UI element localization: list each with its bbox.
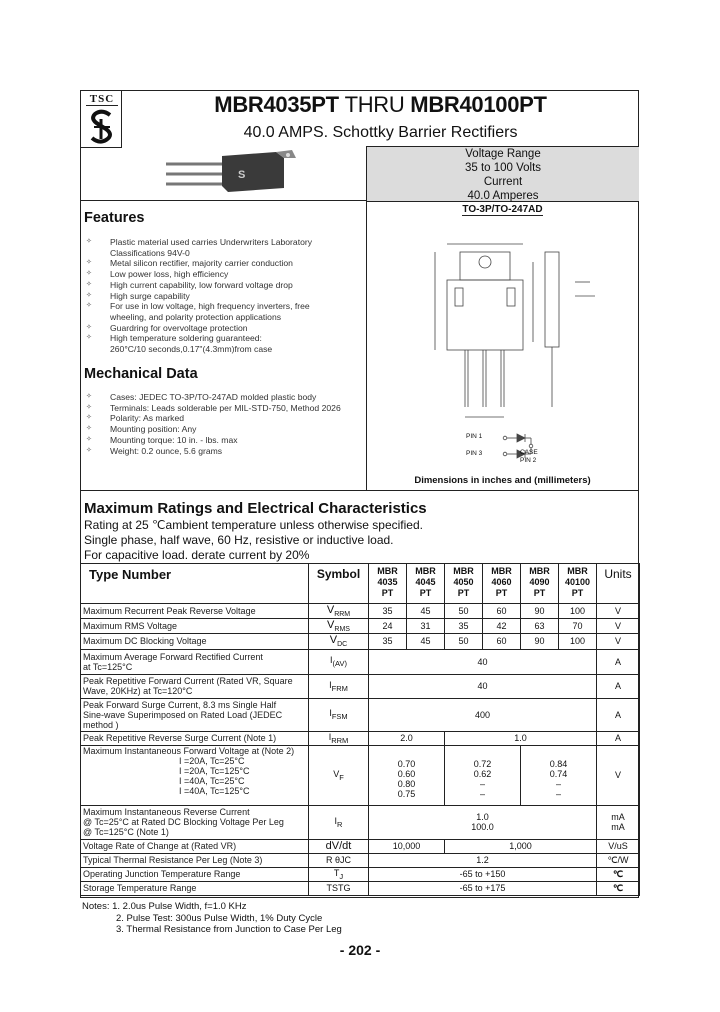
table-row xyxy=(81,619,640,634)
model-name-part: PT xyxy=(571,588,584,598)
param-text: Sine-wave Superimposed on Rated Load (JEDEC xyxy=(83,709,283,720)
symbol-cell: dV/dt xyxy=(309,839,369,853)
model-name-part: MBR xyxy=(415,566,436,576)
symbol-cell xyxy=(309,634,369,649)
param-cell: Storage Temperature Range xyxy=(81,881,309,895)
ratings-heading: Maximum Ratings and Electrical Characteristics xyxy=(84,500,427,517)
table-row xyxy=(81,881,640,895)
value-cell: 60 xyxy=(483,634,521,649)
model-name-part: 4050 xyxy=(453,577,474,587)
feature-text: ✧ Low power loss, high efficiency xyxy=(110,269,229,280)
feature-text: Classifications 94V-0 xyxy=(110,247,190,258)
value-cell: 10,000 xyxy=(369,839,445,853)
model-name-part: PT xyxy=(457,588,470,598)
model-name-part: PT xyxy=(533,588,546,598)
type-number-header: Type Number xyxy=(81,564,309,604)
unit-cell: ℃/W xyxy=(597,853,640,867)
title-part2: MBR40100PT xyxy=(410,92,547,117)
unit-cell: V/uS xyxy=(597,839,640,853)
value-cell: 35 xyxy=(369,604,407,619)
value-text: 0.74 xyxy=(549,769,568,780)
model-name-part: MBR xyxy=(567,566,588,576)
unit-text: mA xyxy=(611,822,625,833)
symbol-text: I xyxy=(328,731,332,742)
model-header xyxy=(559,564,597,604)
value-cell: 50 xyxy=(445,634,483,649)
feature-item xyxy=(86,280,366,291)
value-cell: -65 to +150 xyxy=(369,867,597,881)
symbol-sub: (AV) xyxy=(332,658,347,668)
value-cell: 90 xyxy=(521,634,559,649)
param-cell xyxy=(81,649,309,674)
model-name-part: MBR xyxy=(453,566,474,576)
feature-item xyxy=(86,258,366,269)
case-label: CASE xyxy=(520,449,538,456)
feature-item xyxy=(86,291,366,302)
symbol-sub: FSM xyxy=(331,711,348,721)
value-text: 0.60 xyxy=(397,769,416,780)
symbol-text: I xyxy=(330,655,333,666)
model-name-part: 4035 xyxy=(377,577,398,587)
note-3: 3. Thermal Resistance from Junction to Case Per Leg xyxy=(116,924,342,935)
param-text: @ Tc=125°C (Note 1) xyxy=(83,827,169,838)
symbol-sub: FRM xyxy=(331,683,348,693)
condition-text: I =20A, Tc=125°C xyxy=(179,765,250,776)
param-text: Maximum Instantaneous Forward Voltage at (Note 2) xyxy=(83,745,295,756)
param-text: Peak Forward Surge Current, 8.3 ms Single Half xyxy=(83,699,277,710)
value-cell: 1,000 xyxy=(445,839,597,853)
value-cell: 90 xyxy=(521,604,559,619)
table-row xyxy=(81,698,640,731)
symbol-text: I xyxy=(334,815,338,826)
value-cell: 35 xyxy=(445,619,483,634)
unit-cell: V xyxy=(597,604,640,619)
param-cell xyxy=(81,698,309,731)
symbol-text: V xyxy=(329,634,338,647)
param-text: method ) xyxy=(83,719,119,730)
model-name-part: 40100 xyxy=(564,577,591,587)
feature-text: wheeling, and polarity protection applications xyxy=(110,311,282,322)
feature-item xyxy=(86,333,366,354)
value-text: 0.75 xyxy=(397,789,416,800)
model-name-part: PT xyxy=(419,588,432,598)
table-header-row xyxy=(81,564,640,604)
value-text: 0.62 xyxy=(473,769,492,780)
model-name-part: 4045 xyxy=(415,577,436,587)
mechanical-item: ✧ Polarity: As marked xyxy=(86,413,366,424)
ratings-line2: Single phase, half wave, 60 Hz, resistive or inductive load. xyxy=(84,533,394,547)
value-cell: 2.0 xyxy=(369,731,445,745)
mechanical-item: ✧ Mounting position: Any xyxy=(86,424,366,435)
table-row xyxy=(81,604,640,619)
symbol-cell: R θJC xyxy=(309,853,369,867)
symbol-text: I xyxy=(329,708,332,719)
symbol-sub: RRM xyxy=(334,611,351,619)
unit-cell: A xyxy=(597,731,640,745)
feature-item xyxy=(86,301,366,322)
value-cell: 400 xyxy=(369,698,597,731)
symbol-cell xyxy=(309,745,369,805)
note-2: 2. Pulse Test: 300us Pulse Width, 1% Duty Cycle xyxy=(116,912,323,924)
value-cell: 40 xyxy=(369,674,597,698)
vf-col-c xyxy=(521,745,597,805)
symbol-cell xyxy=(309,867,369,881)
value-cell: 60 xyxy=(483,604,521,619)
symbol-cell xyxy=(309,619,369,634)
model-header xyxy=(369,564,407,604)
symbol-sub: R xyxy=(337,819,343,829)
param-text: at Tc=125°C xyxy=(83,661,133,672)
unit-cell xyxy=(597,805,640,839)
condition-text: I =20A, Tc=25°C xyxy=(179,755,245,766)
ratings-table xyxy=(80,563,640,896)
symbol-cell xyxy=(309,805,369,839)
symbol-cell xyxy=(309,674,369,698)
symbol-header: Symbol xyxy=(309,564,369,604)
param-cell: Maximum DC Blocking Voltage xyxy=(81,634,309,649)
param-cell: Maximum Recurrent Peak Reverse Voltage xyxy=(81,604,309,619)
symbol-cell xyxy=(309,649,369,674)
table-row xyxy=(81,649,640,674)
value-text: 0.80 xyxy=(397,779,416,790)
symbol-sub: J xyxy=(339,871,344,881)
model-header xyxy=(445,564,483,604)
unit-cell: V xyxy=(597,634,640,649)
spec-current-value: 40.0 Amperes xyxy=(467,190,539,202)
vf-col-b xyxy=(445,745,521,805)
value-text: 1.0 xyxy=(476,812,489,823)
symbol-sub: RRM xyxy=(331,735,349,745)
package-dimension-drawing xyxy=(405,222,615,472)
package-title-text: TO-3P/TO-247AD xyxy=(462,204,543,215)
note-1: Notes: 1. 2.0us Pulse Width, f=1.0 KHz xyxy=(82,901,247,912)
spec-voltage-label: Voltage Range xyxy=(465,148,541,160)
table-row xyxy=(81,634,640,649)
feature-item xyxy=(86,237,366,258)
unit-cell: A xyxy=(597,698,640,731)
value-text: – xyxy=(555,789,561,800)
page-subtitle: 40.0 AMPS. Schottky Barrier Rectifiers xyxy=(243,124,518,141)
param-cell xyxy=(81,745,309,805)
page-number: - 202 - xyxy=(339,942,381,958)
value-cell: 100 xyxy=(559,604,597,619)
symbol-cell xyxy=(309,604,369,619)
vf-col-a xyxy=(369,745,445,805)
feature-text: ✧ For use in low voltage, high frequency inverters, free xyxy=(110,301,310,312)
dimensions-caption: Dimensions in inches and (millimeters) xyxy=(414,475,591,486)
title-thru: THRU xyxy=(344,92,405,117)
unit-cell: ℃ xyxy=(597,881,640,895)
model-name-part: MBR xyxy=(529,566,550,576)
spec-current-label: Current xyxy=(483,176,523,188)
mechanical-item: ✧ Cases: JEDEC TO-3P/TO-247AD molded plastic body xyxy=(86,392,366,403)
features-list xyxy=(86,237,366,355)
unit-cell: A xyxy=(597,674,640,698)
symbol-cell: TSTG xyxy=(309,881,369,895)
symbol-text: I xyxy=(329,679,332,690)
symbol-cell xyxy=(309,698,369,731)
value-cell: 1.2 xyxy=(369,853,597,867)
param-cell: Maximum RMS Voltage xyxy=(81,619,309,634)
symbol-sub: F xyxy=(339,772,344,782)
svg-text:S: S xyxy=(238,169,246,181)
symbol-text: T xyxy=(333,867,340,878)
value-cell: 35 xyxy=(369,634,407,649)
spec-voltage-value: 35 to 100 Volts xyxy=(464,162,542,174)
param-text: @ Tc=25°C at Rated DC Blocking Voltage Per Leg xyxy=(83,817,284,828)
param-text: Maximum Average Forward Rectified Current xyxy=(83,651,263,662)
param-cell xyxy=(81,805,309,839)
value-cell: 63 xyxy=(521,619,559,634)
value-cell xyxy=(369,805,597,839)
value-cell: 31 xyxy=(407,619,445,634)
pin1-label: PIN 1 xyxy=(466,433,483,440)
spec-box xyxy=(366,146,639,202)
value-text: – xyxy=(479,789,485,800)
unit-text: mA xyxy=(611,812,625,823)
pin3-label: PIN 3 xyxy=(466,450,483,457)
value-text: – xyxy=(555,779,561,790)
param-cell: Voltage Rate of Change at (Rated VR) xyxy=(81,839,309,853)
symbol-cell xyxy=(309,731,369,745)
table-row xyxy=(81,853,640,867)
table-row xyxy=(81,867,640,881)
param-cell: Peak Repetitive Reverse Surge Current (Note 1) xyxy=(81,731,309,745)
feature-text: ✧ Guardring for overvoltage protection xyxy=(110,322,248,333)
value-cell: 100 xyxy=(559,634,597,649)
table-row xyxy=(81,745,640,805)
param-cell: Operating Junction Temperature Range xyxy=(81,867,309,881)
symbol-text: V xyxy=(327,619,335,632)
component-image xyxy=(160,150,300,195)
model-header xyxy=(483,564,521,604)
model-name-part: MBR xyxy=(491,566,512,576)
mechanical-list xyxy=(86,392,366,456)
value-cell: 45 xyxy=(407,604,445,619)
section-divider xyxy=(80,490,639,491)
model-name-part: MBR xyxy=(377,566,398,576)
pin2-label: PIN 2 xyxy=(520,457,537,464)
units-header: Units xyxy=(597,564,640,604)
table-row xyxy=(81,805,640,839)
ratings-line1: Rating at 25 ℃ambient temperature unless otherwise specified. xyxy=(84,518,423,532)
feature-text: ✧ High temperature soldering guaranteed: xyxy=(110,333,262,344)
feature-item xyxy=(86,269,366,280)
model-name-part: PT xyxy=(495,588,508,598)
value-text: 0.72 xyxy=(473,759,492,770)
value-cell: -65 to +175 xyxy=(369,881,597,895)
vf-conditions xyxy=(83,756,306,796)
unit-cell: V xyxy=(597,619,640,634)
title-part1: MBR4035PT xyxy=(214,92,339,117)
page-title xyxy=(122,92,639,118)
model-name-part: 4090 xyxy=(529,577,550,587)
value-cell: 70 xyxy=(559,619,597,634)
value-text: 0.70 xyxy=(397,759,416,770)
features-heading: Features xyxy=(84,210,145,226)
feature-text: 260°C/10 seconds,0.17"(4.3mm)from case xyxy=(110,344,273,355)
package-title xyxy=(366,204,639,215)
param-cell xyxy=(81,674,309,698)
symbol-sub: DC xyxy=(337,641,348,649)
logo-text: TSC xyxy=(86,93,118,106)
unit-cell: A xyxy=(597,649,640,674)
value-text: – xyxy=(479,779,485,790)
value-text: 100.0 xyxy=(471,822,494,833)
symbol-sub: RMS xyxy=(334,626,350,634)
value-text: 0.84 xyxy=(549,759,568,770)
condition-text: I =40A, Tc=25°C xyxy=(179,775,245,786)
ratings-line3: For capacitive load. derate current by 20% xyxy=(84,548,310,562)
mechanical-item: ✧ Weight: 0.2 ounce, 5.6 grams xyxy=(86,446,366,457)
param-text: Peak Repetitive Forward Current (Rated VR, Square xyxy=(83,676,293,687)
model-name-part: PT xyxy=(381,588,394,598)
value-cell: 24 xyxy=(369,619,407,634)
ratings-notes xyxy=(84,518,423,563)
mechanical-item: ✧ Mounting torque: 10 in. - lbs. max xyxy=(86,435,366,446)
param-text: Wave, 20KHz) at Tc=120°C xyxy=(83,686,193,697)
table-row xyxy=(81,839,640,853)
value-cell: 42 xyxy=(483,619,521,634)
table-row xyxy=(81,674,640,698)
mechanical-heading: Mechanical Data xyxy=(84,366,198,382)
model-header xyxy=(521,564,559,604)
param-cell: Typical Thermal Resistance Per Leg (Note 3) xyxy=(81,853,309,867)
param-text: Maximum Instantaneous Reverse Current xyxy=(83,807,250,818)
value-cell: 50 xyxy=(445,604,483,619)
table-row xyxy=(81,731,640,745)
feature-item xyxy=(86,323,366,334)
value-cell: 40 xyxy=(369,649,597,674)
mechanical-item: ✧ Terminals: Leads solderable per MIL-STD-750, Method 2026 xyxy=(86,403,366,414)
unit-cell: ℃ xyxy=(597,867,640,881)
tsc-logo xyxy=(86,93,118,145)
value-cell: 1.0 xyxy=(445,731,597,745)
unit-cell: V xyxy=(597,745,640,805)
symbol-text: V xyxy=(326,604,335,616)
feature-text: ✧ Metal silicon rectifier, majority carrier conduction xyxy=(110,258,293,269)
model-header xyxy=(407,564,445,604)
symbol-text: V xyxy=(333,768,340,779)
footnotes xyxy=(82,901,342,936)
feature-text: ✧ High surge capability xyxy=(110,290,190,301)
model-name-part: 4060 xyxy=(491,577,512,587)
feature-text: ✧ Plastic material used carries Underwriters Laboratory xyxy=(110,237,313,247)
value-cell: 45 xyxy=(407,634,445,649)
condition-text: I =40A, Tc=125°C xyxy=(179,785,250,796)
feature-text: ✧ High current capability, low forward voltage drop xyxy=(110,279,293,290)
